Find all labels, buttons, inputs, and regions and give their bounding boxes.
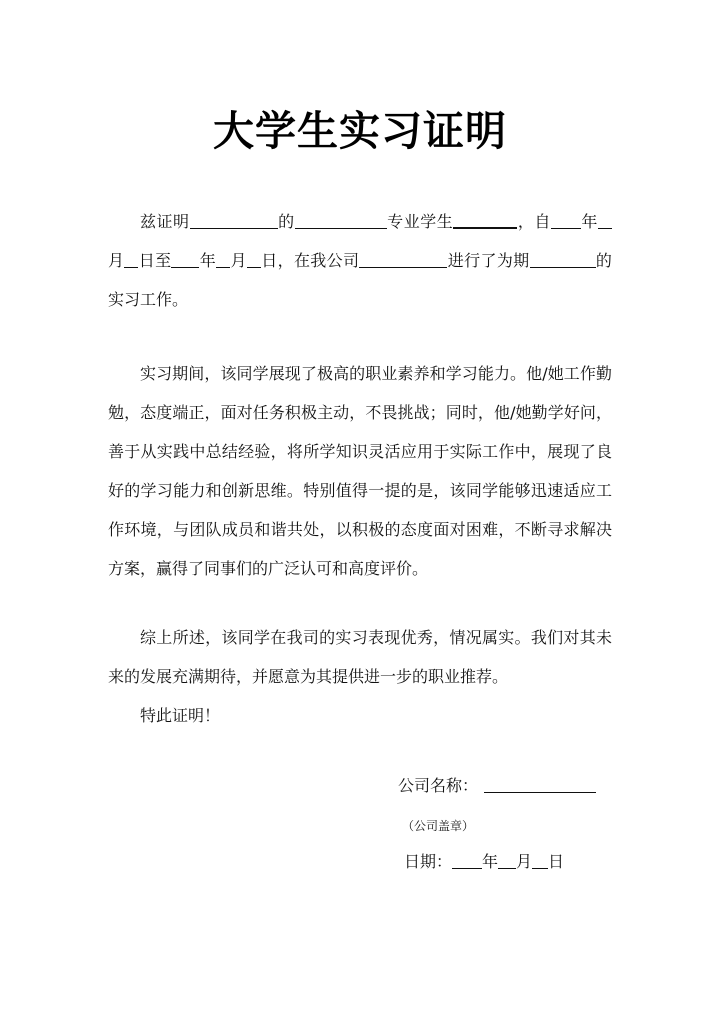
company-name-blank[interactable]	[484, 776, 596, 793]
text-certify: 兹证明	[140, 212, 190, 231]
performance-text: 实习期间，该同学展现了极高的职业素养和学习能力。他/她工作勤勉，态度端正，面对任务积极主动，不畏挑战；同时，他/她勤学好问，善于从实践中总结经验，将所学知识灵活应用于实际工作中，展现了良好的学习能力和创新思维。特别值得一提的是，该同学能够迅速适应工作环境，与团队成员和谐共处，以积极的态度面对困难，不断寻求解决方案，赢得了同事们的广泛认可和高度评价。	[108, 364, 612, 578]
date-label: 日期：	[404, 852, 453, 871]
date-month-blank[interactable]	[498, 852, 516, 869]
end-year-blank[interactable]	[171, 251, 199, 268]
end-month-blank[interactable]	[216, 251, 230, 268]
major-blank[interactable]	[295, 212, 387, 229]
date-month-label: 月	[516, 852, 533, 871]
text-month-1: 月	[108, 251, 125, 270]
date-day-blank[interactable]	[532, 852, 548, 869]
start-year-blank[interactable]	[551, 212, 581, 229]
company-name-label: 公司名称：	[398, 776, 479, 795]
text-day-company: 日，在我公司	[260, 251, 360, 270]
text-major-student: 专业学生	[386, 212, 454, 231]
closing-paragraph	[108, 696, 612, 735]
summary-paragraph	[108, 618, 612, 696]
document-title: 大学生实习证明	[213, 107, 507, 155]
text-year-1: 年	[580, 212, 598, 231]
text-internship-work: 的实习工作。	[108, 251, 612, 309]
summary-text: 综上所述，该同学在我司的实习表现优秀，情况属实。我们对其未来的发展充满期待，并愿意为其提供进一步的职业推荐。	[108, 628, 612, 686]
date-day-label: 日	[548, 852, 565, 871]
text-year-2: 年	[199, 251, 217, 270]
company-name-row	[398, 774, 596, 798]
performance-paragraph	[108, 354, 612, 588]
text-of: 的	[277, 212, 295, 231]
date-year-blank[interactable]	[452, 852, 482, 869]
student-name-blank[interactable]	[190, 212, 278, 229]
company-seal-label: （公司盖章）	[402, 819, 475, 833]
department-blank[interactable]	[359, 251, 447, 268]
student-id-blank[interactable]	[453, 211, 517, 229]
start-day-blank[interactable]	[124, 251, 138, 268]
intro-paragraph	[108, 202, 612, 319]
date-year-label: 年	[482, 852, 499, 871]
text-month-2: 月	[230, 251, 247, 270]
text-duration: 进行了为期	[447, 251, 530, 270]
duration-blank[interactable]	[530, 251, 596, 268]
date-row	[404, 850, 564, 874]
start-month-blank[interactable]	[598, 212, 612, 229]
closing-text: 特此证明！	[140, 706, 221, 725]
text-day-to: 日至	[138, 251, 172, 270]
end-day-blank[interactable]	[247, 251, 261, 268]
text-from: ，自	[517, 212, 551, 231]
